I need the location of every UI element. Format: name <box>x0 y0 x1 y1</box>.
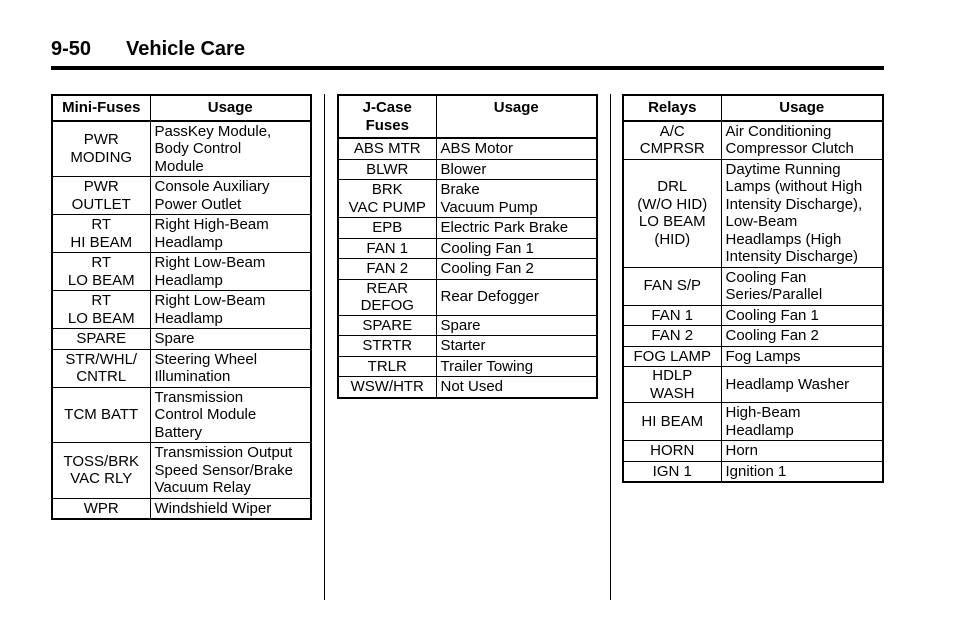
fuse-name-cell: FAN 2 <box>623 326 721 347</box>
fuse-name-cell: TRLR <box>338 356 436 377</box>
table-row <box>338 138 597 159</box>
usage-cell: Not Used <box>436 377 597 398</box>
table-row <box>52 387 311 443</box>
mini-fuses-header: Mini-Fuses <box>52 95 150 121</box>
table-row <box>52 253 311 291</box>
fuse-name-cell: FAN S/P <box>623 267 721 305</box>
fuse-name-cell: PWR MODING <box>52 121 150 177</box>
page-number: 9-50 <box>51 38 92 60</box>
fuse-name-cell: FAN 1 <box>623 305 721 326</box>
table-row <box>52 349 311 387</box>
usage-cell: Ignition 1 <box>721 461 883 482</box>
fuse-name-cell: SPARE <box>52 329 150 350</box>
table-row <box>338 315 597 336</box>
usage-cell: Right Low-Beam Headlamp <box>150 291 311 329</box>
table-row <box>52 121 311 177</box>
table-row <box>52 215 311 253</box>
fuse-name-cell: FAN 1 <box>338 238 436 259</box>
fuse-name-cell: WPR <box>52 498 150 519</box>
table-row <box>52 443 311 499</box>
table-row <box>52 291 311 329</box>
usage-cell: Windshield Wiper <box>150 498 311 519</box>
fuse-name-cell: STRTR <box>338 336 436 357</box>
usage-cell: Transmission Output Speed Sensor/Brake Vacuum Relay <box>150 443 311 499</box>
usage-cell: Cooling Fan 1 <box>721 305 883 326</box>
fuse-name-cell: PWR OUTLET <box>52 177 150 215</box>
usage-cell: Cooling Fan 2 <box>436 259 597 280</box>
table-row <box>338 238 597 259</box>
usage-cell: Fog Lamps <box>721 346 883 367</box>
usage-cell: Right High-Beam Headlamp <box>150 215 311 253</box>
fuse-name-cell: WSW/HTR <box>338 377 436 398</box>
column-divider <box>610 94 611 600</box>
table-row <box>338 180 597 218</box>
fuse-name-cell: TCM BATT <box>52 387 150 443</box>
fuse-name-cell: HI BEAM <box>623 403 721 441</box>
usage-cell: Starter <box>436 336 597 357</box>
fuse-name-cell: REAR DEFOG <box>338 279 436 315</box>
column-divider <box>324 94 325 600</box>
fuse-name-cell: A/C CMPRSR <box>623 121 721 160</box>
table-row <box>623 267 883 305</box>
table-row <box>338 259 597 280</box>
usage-cell: Spare <box>150 329 311 350</box>
fuse-name-cell: BLWR <box>338 159 436 180</box>
table-row <box>623 367 883 403</box>
usage-cell: Cooling Fan 1 <box>436 238 597 259</box>
usage-cell: Right Low-Beam Headlamp <box>150 253 311 291</box>
table-row <box>623 461 883 482</box>
usage-cell: PassKey Module, Body Control Module <box>150 121 311 177</box>
usage-header: Usage <box>721 95 883 121</box>
table-row <box>52 177 311 215</box>
j-case-fuses-table <box>337 94 598 399</box>
usage-header: Usage <box>150 95 311 121</box>
fuse-name-cell: FAN 2 <box>338 259 436 280</box>
usage-cell: Blower <box>436 159 597 180</box>
table-row <box>338 159 597 180</box>
fuse-name-cell: FOG LAMP <box>623 346 721 367</box>
table-row <box>623 346 883 367</box>
usage-cell: Console Auxiliary Power Outlet <box>150 177 311 215</box>
usage-cell: Cooling Fan 2 <box>721 326 883 347</box>
usage-cell: Air Conditioning Compressor Clutch <box>721 121 883 160</box>
table-row <box>338 356 597 377</box>
table-row <box>52 498 311 519</box>
usage-cell: Trailer Towing <box>436 356 597 377</box>
usage-cell: Cooling Fan Series/Parallel <box>721 267 883 305</box>
fuse-name-cell: RT LO BEAM <box>52 253 150 291</box>
usage-cell: High-Beam Headlamp <box>721 403 883 441</box>
fuse-name-cell: TOSS/BRK VAC RLY <box>52 443 150 499</box>
table-row <box>623 441 883 462</box>
fuse-name-cell: BRK VAC PUMP <box>338 180 436 218</box>
table-row <box>338 279 597 315</box>
usage-cell: Daytime Running Lamps (without High Intensity Discharge), Low-Beam Headlamps (High Intensity Discharge) <box>721 159 883 267</box>
usage-cell: Transmission Control Module Battery <box>150 387 311 443</box>
relays-header: Relays <box>623 95 721 121</box>
fuse-name-cell: IGN 1 <box>623 461 721 482</box>
table-row <box>338 218 597 239</box>
usage-cell: Rear Defogger <box>436 279 597 315</box>
table-row <box>52 329 311 350</box>
usage-cell: Electric Park Brake <box>436 218 597 239</box>
table-row <box>623 159 883 267</box>
fuse-name-cell: EPB <box>338 218 436 239</box>
section-title: Vehicle Care <box>126 38 245 60</box>
relays-table <box>622 94 884 483</box>
fuse-name-cell: RT HI BEAM <box>52 215 150 253</box>
fuse-name-cell: ABS MTR <box>338 138 436 159</box>
table-row <box>623 403 883 441</box>
usage-cell: Horn <box>721 441 883 462</box>
table-row <box>338 377 597 398</box>
page-header <box>51 36 884 70</box>
fuse-name-cell: SPARE <box>338 315 436 336</box>
fuse-name-cell: DRL (W/O HID) LO BEAM (HID) <box>623 159 721 267</box>
table-row <box>338 336 597 357</box>
j-case-fuses-header: J-Case Fuses <box>338 95 436 138</box>
usage-cell: Spare <box>436 315 597 336</box>
usage-cell: Steering Wheel Illumination <box>150 349 311 387</box>
usage-cell: Headlamp Washer <box>721 367 883 403</box>
fuse-name-cell: RT LO BEAM <box>52 291 150 329</box>
usage-cell: Brake Vacuum Pump <box>436 180 597 218</box>
fuse-name-cell: HORN <box>623 441 721 462</box>
mini-fuses-table <box>51 94 312 520</box>
table-row <box>623 326 883 347</box>
table-row <box>623 305 883 326</box>
fuse-name-cell: STR/WHL/ CNTRL <box>52 349 150 387</box>
usage-cell: ABS Motor <box>436 138 597 159</box>
usage-header: Usage <box>436 95 597 138</box>
table-row <box>623 121 883 160</box>
fuse-name-cell: HDLP WASH <box>623 367 721 403</box>
